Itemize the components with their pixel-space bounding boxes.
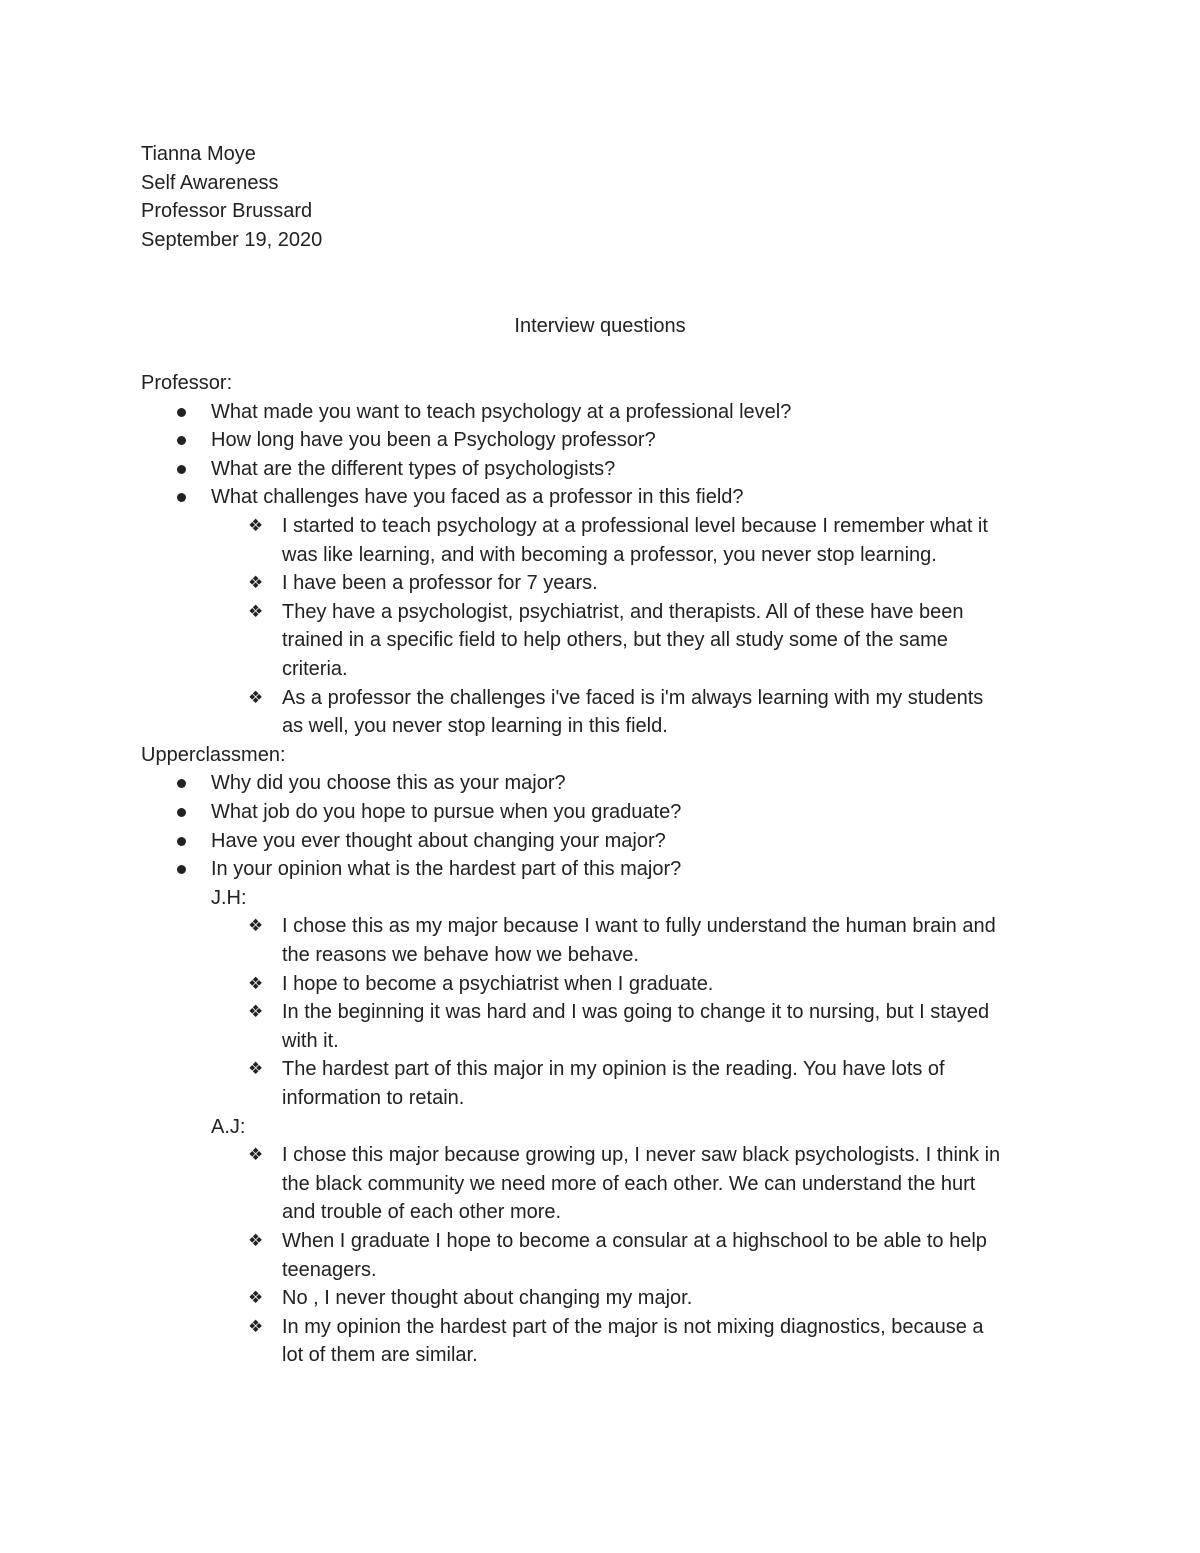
answer-line: the reasons we behave how we behave. bbox=[282, 944, 639, 966]
diamond-bullet-icon: ❖ bbox=[248, 916, 264, 937]
professor-name: Professor Brussard bbox=[141, 200, 313, 223]
diamond-bullet-icon: ❖ bbox=[248, 1059, 264, 1080]
bullet-dot-icon bbox=[177, 865, 186, 874]
bullet-dot-icon bbox=[177, 408, 186, 417]
bullet-dot-icon bbox=[177, 465, 186, 474]
question-item: What challenges have you faced as a professor in this field? bbox=[211, 486, 744, 509]
question-item: What made you want to teach psychology at a professional level? bbox=[211, 400, 792, 423]
answer-line: lot of them are similar. bbox=[282, 1344, 478, 1367]
answer-line: I hope to become a psychiatrist when I graduate. bbox=[282, 972, 714, 995]
section-heading-professor: Professor: bbox=[141, 372, 233, 394]
bullet-dot-icon bbox=[177, 808, 186, 817]
answer-line: criteria. bbox=[282, 658, 348, 680]
question-item: Have you ever thought about changing your major? bbox=[211, 829, 666, 852]
diamond-bullet-icon: ❖ bbox=[248, 1288, 264, 1309]
answer-line: They have a psychologist, psychiatrist, and therapists. All of these have been bbox=[282, 600, 964, 623]
diamond-bullet-icon: ❖ bbox=[248, 1002, 264, 1023]
bullet-dot-icon bbox=[177, 436, 186, 445]
answer-line: I started to teach psychology at a professional level because I remember what it bbox=[282, 515, 988, 537]
question-item: What job do you hope to pursue when you graduate? bbox=[211, 801, 682, 823]
answer-line: trained in a specific field to help others, but they all study some of the same bbox=[282, 629, 948, 652]
diamond-bullet-icon: ❖ bbox=[248, 1145, 264, 1166]
answer-line: was like learning, and with becoming a professor, you never stop learning. bbox=[282, 543, 937, 566]
author-name: Tianna Moye bbox=[141, 143, 256, 165]
document-title: Interview questions bbox=[514, 315, 686, 337]
respondent-label: J.H: bbox=[211, 886, 247, 909]
diamond-bullet-icon: ❖ bbox=[248, 601, 264, 622]
answer-line: No , I never thought about changing my major. bbox=[282, 1287, 693, 1310]
question-item: Why did you choose this as your major? bbox=[211, 772, 566, 795]
answer-line: In my opinion the hardest part of the major is not mixing diagnostics, because a bbox=[282, 1315, 984, 1338]
diamond-bullet-icon: ❖ bbox=[248, 687, 264, 708]
diamond-bullet-icon: ❖ bbox=[248, 516, 264, 536]
bullet-dot-icon bbox=[177, 837, 186, 846]
document-date: September 19, 2020 bbox=[141, 228, 323, 251]
answer-line: as well, you never stop learning in this field. bbox=[282, 715, 668, 738]
answer-line: information to retain. bbox=[282, 1087, 465, 1109]
diamond-bullet-icon: ❖ bbox=[248, 1231, 264, 1251]
answer-line: the black community we need more of each other. We can understand the hurt bbox=[282, 1172, 976, 1195]
answer-line: and trouble of each other more. bbox=[282, 1201, 562, 1224]
bullet-dot-icon bbox=[177, 779, 186, 788]
answer-line: I chose this major because growing up, I never saw black psychologists. I think in bbox=[282, 1144, 1001, 1167]
answer-line: In the beginning it was hard and I was going to change it to nursing, but I stayed bbox=[282, 1001, 990, 1024]
answer-line: teenagers. bbox=[282, 1258, 377, 1281]
answer-line: When I graduate I hope to become a consular at a highschool to be able to help bbox=[282, 1230, 987, 1252]
section-heading-upperclassmen: Upperclassmen: bbox=[141, 743, 286, 766]
respondent-label: A.J: bbox=[211, 1115, 246, 1138]
answer-line: with it. bbox=[282, 1029, 339, 1052]
answer-line: The hardest part of this major in my opinion is the reading. You have lots of bbox=[282, 1058, 945, 1081]
diamond-bullet-icon: ❖ bbox=[248, 573, 264, 594]
question-item: How long have you been a Psychology professor? bbox=[211, 429, 656, 452]
answer-line: I have been a professor for 7 years. bbox=[282, 572, 598, 595]
question-item: In your opinion what is the hardest part of this major? bbox=[211, 858, 682, 881]
answer-line: As a professor the challenges i've faced is i'm always learning with my students bbox=[282, 686, 984, 709]
diamond-bullet-icon: ❖ bbox=[248, 973, 264, 994]
diamond-bullet-icon: ❖ bbox=[248, 1316, 264, 1337]
course-name: Self Awareness bbox=[141, 171, 279, 194]
answer-line: I chose this as my major because I want to fully understand the human brain and bbox=[282, 915, 996, 938]
question-item: What are the different types of psychologists? bbox=[211, 457, 616, 480]
bullet-dot-icon bbox=[177, 493, 186, 502]
